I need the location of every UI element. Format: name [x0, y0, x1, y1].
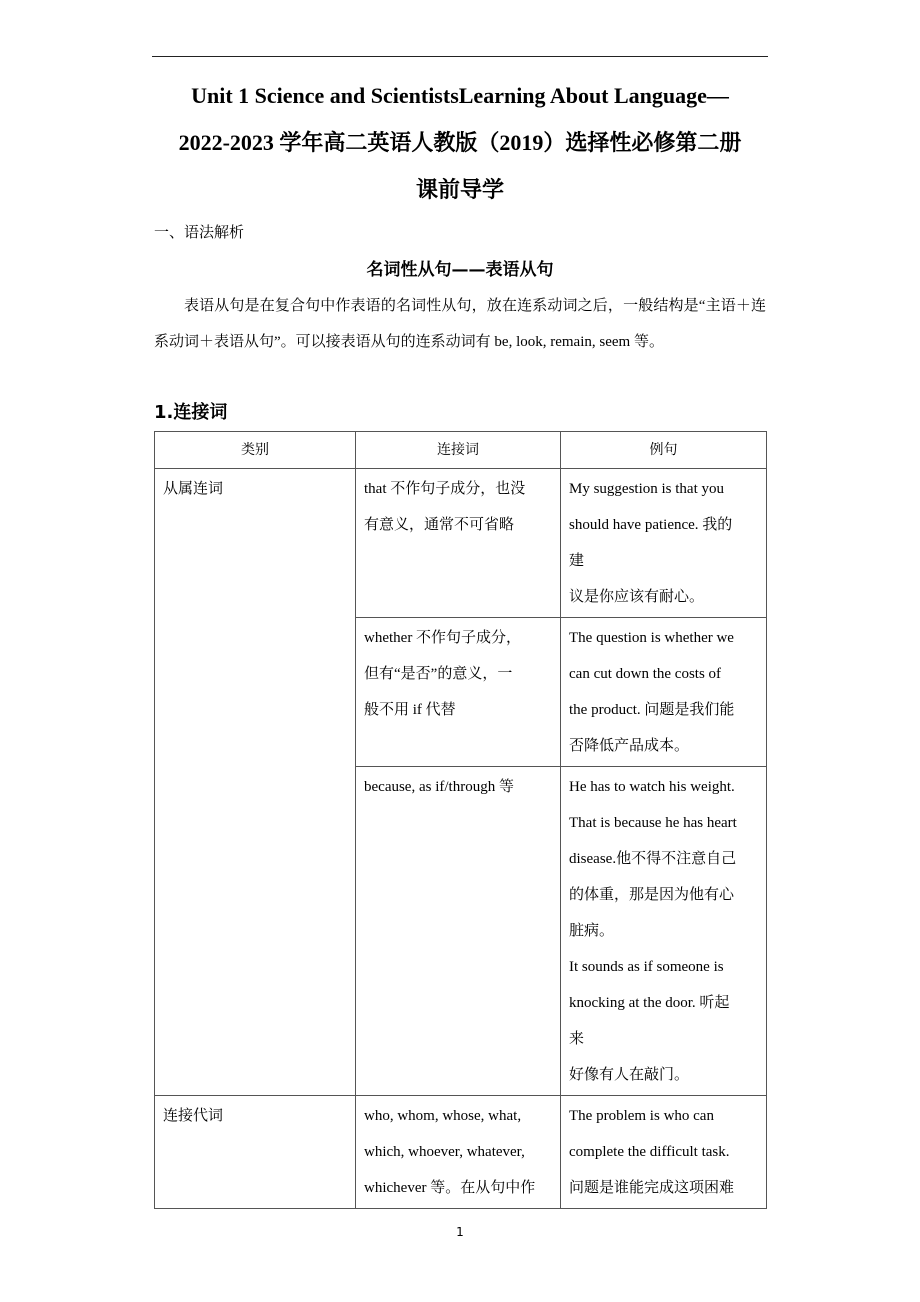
document-title — [150, 72, 770, 213]
header-example: 例句 — [561, 432, 767, 469]
example-line: can cut down the costs of — [569, 666, 722, 682]
title-line-1: Unit 1 Science and ScientistsLearning About Language— — [191, 83, 729, 108]
example-line: 好像有人在敲门。 — [569, 1067, 690, 1083]
conjunction-line: 但有“是否”的意义，一 — [364, 666, 513, 682]
example-cell — [561, 767, 767, 1096]
example-line: knocking at the door. 听起 — [569, 995, 730, 1011]
example-line: 议是你应该有耐心。 — [569, 589, 705, 605]
example-cell — [561, 1096, 767, 1209]
example-line: the product. 问题是我们能 — [569, 702, 735, 718]
conjunction-line: who, whom, whose, what, — [364, 1108, 522, 1124]
example-line: The problem is who can — [569, 1108, 714, 1124]
section-heading: 一、语法解析 — [154, 225, 245, 241]
example-line: He has to watch his weight. — [569, 779, 735, 795]
category-cell — [155, 1096, 356, 1209]
example-line: It sounds as if someone is — [569, 959, 724, 975]
header-category: 类别 — [155, 432, 356, 469]
conjunction-line: because, as if/through 等 — [364, 779, 514, 795]
header-conjunction: 连接词 — [356, 432, 561, 469]
conjunction-line: 有意义，通常不可省略 — [364, 517, 515, 533]
example-line: 建 — [569, 553, 585, 569]
conjunction-line: whichever 等。在从句中作 — [364, 1180, 536, 1196]
example-line: My suggestion is that you — [569, 481, 725, 497]
example-line: That is because he has heart — [569, 815, 737, 831]
conjunction-line: that 不作句子成分，也没 — [364, 481, 526, 497]
page-number: 1 — [456, 1225, 464, 1239]
example-line: The question is whether we — [569, 630, 734, 646]
title-line-2: 2022-2023 学年高二英语人教版（2019）选择性必修第二册 — [178, 130, 742, 155]
example-line: should have patience. 我的 — [569, 517, 733, 533]
intro-paragraph: 表语从句是在复合句中作表语的名词性从句，放在连系动词之后，一般结构是“主语＋连系动词＋表语从句”。可以接表语从句的连系动词有 be, look, remain, seem 等。 — [154, 298, 766, 350]
title-line-3: 课前导学 — [415, 177, 504, 202]
numbered-heading: 1.连接词 — [154, 402, 228, 423]
conjunction-cell — [356, 1096, 561, 1209]
header-rule — [152, 56, 768, 57]
example-cell — [561, 469, 767, 618]
conjunction-line: 般不用 if 代替 — [364, 702, 456, 718]
table-row — [155, 469, 767, 618]
example-cell — [561, 618, 767, 767]
example-line: 问题是谁能完成这项困难 — [569, 1180, 735, 1196]
example-line: 的体重，那是因为他有心 — [569, 887, 735, 903]
table-row — [155, 1096, 767, 1209]
example-line: 脏病。 — [569, 923, 615, 939]
table-header-row — [155, 432, 767, 469]
conjunction-cell — [356, 469, 561, 618]
category-cell — [155, 469, 356, 1096]
conjunction-table — [154, 431, 767, 1209]
category-label: 从属连词 — [163, 481, 224, 497]
example-line: 否降低产品成本。 — [569, 738, 690, 754]
example-line: 来 — [569, 1031, 585, 1047]
category-label: 连接代词 — [163, 1108, 224, 1124]
example-line: disease.他不得不注意自己 — [569, 851, 737, 867]
conjunction-cell — [356, 767, 561, 1096]
conjunction-line: whether 不作句子成分， — [364, 630, 522, 646]
subheading: 名词性从句——表语从句 — [366, 260, 554, 280]
conjunction-line: which, whoever, whatever, — [364, 1144, 525, 1160]
conjunction-cell — [356, 618, 561, 767]
example-line: complete the difficult task. — [569, 1144, 730, 1160]
